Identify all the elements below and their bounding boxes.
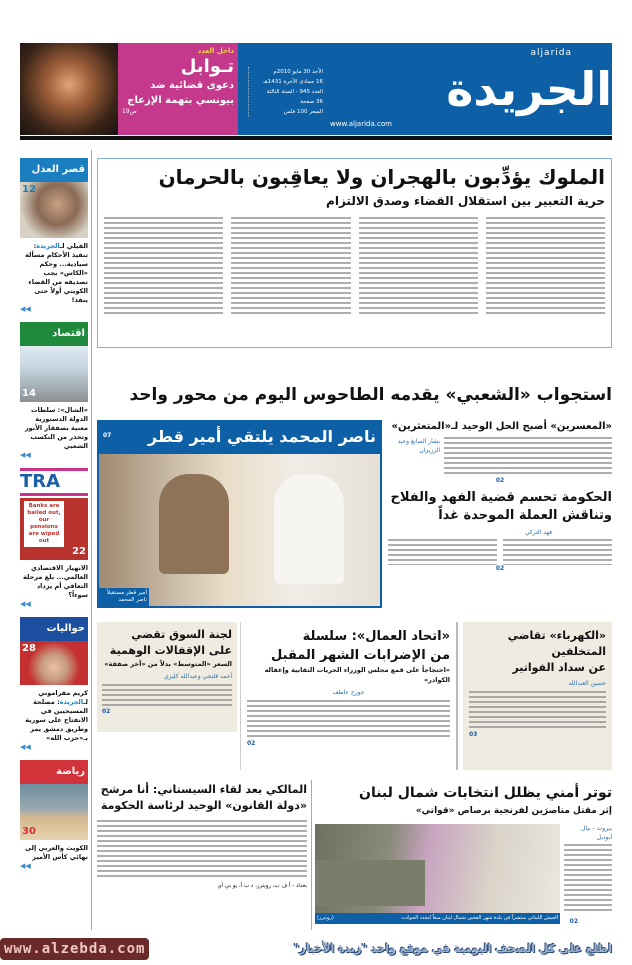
promo-kicker: داخل العدد — [197, 47, 234, 55]
promo-photo — [20, 43, 118, 135]
column-divider — [311, 780, 312, 930]
box-body — [469, 691, 606, 731]
box-body — [247, 700, 450, 740]
box-headline: «الكهرباء» تقاضي المتخلفين — [507, 629, 606, 658]
box-subhead: «احتجاجاً على قمع مجلس الوزراء الحريات النقابية وإغفاله الكوادر» — [264, 666, 450, 684]
photo-image — [99, 454, 380, 606]
story3-headline[interactable]: الحكومة تحسم قضية الفهد والفلاح — [390, 490, 612, 505]
price: السعر 100 فلس — [283, 109, 323, 115]
section-photo — [20, 784, 88, 840]
story2-body — [444, 437, 612, 477]
lebanon-page[interactable]: 02 — [569, 918, 578, 925]
photo-caption: أمير قطر مستقبلاً ناصر المحمد — [99, 588, 149, 606]
date-gregorian: الأحد 30 مايو 2010م — [273, 69, 323, 75]
story2-headline[interactable]: استجواب «الشعبي» يقدمه الطاحوس اليوم من محور واحد — [129, 385, 612, 405]
box-page[interactable]: 03 — [469, 731, 478, 738]
promo-panel[interactable] — [118, 43, 238, 135]
lead-headline[interactable]: الملوك يؤدِّبون بالهجران ولا يعاقِبون بالحرمان — [158, 165, 605, 189]
promo-headline-2: بيونسي بتهمة الإزعاج — [127, 95, 234, 106]
box-market[interactable] — [97, 622, 237, 732]
more-arrow-icon[interactable]: ◀◀ — [20, 862, 31, 870]
story2-byline: بشار الصايغ وعبد الرزيزان — [397, 438, 440, 454]
section-header: رياضة — [20, 760, 88, 784]
lebanon-headline: توتر أمني يظلل انتخابات شمال لبنان — [359, 785, 612, 801]
story2-page[interactable]: 02 — [495, 477, 505, 484]
section-header: قصر العدل — [20, 158, 88, 182]
section-header: حواليات — [20, 617, 88, 641]
box-body — [102, 684, 232, 708]
issue-number: العدد 945 - السنة الثالثة — [266, 89, 323, 95]
sidebar-item-sports[interactable] — [20, 760, 88, 871]
story3-body — [388, 539, 497, 565]
box-headline: لجنة السوق تقضي — [131, 628, 232, 641]
promo-section: تـوابل — [180, 56, 234, 77]
section-photo — [20, 346, 88, 402]
caption-prefix: الفيلي لـ — [59, 242, 88, 250]
date-block — [248, 67, 323, 117]
caption-brand: الجريدة — [36, 242, 60, 250]
logo: الجريدة — [446, 62, 612, 116]
photo-credit: (رويترز) — [317, 915, 334, 921]
iraq-headline: المالكي بعد لقاء السيستاني: أنا مرشح — [100, 783, 307, 796]
box-headline: «اتحاد العمال»: سلسلة — [302, 629, 450, 644]
page-count: 36 صفحة — [300, 99, 323, 105]
sidebar-item-tra[interactable] — [20, 468, 88, 609]
page-number: 14 — [22, 388, 36, 399]
section-header: اقتصاد — [20, 322, 88, 346]
caption-text: الجيش اللبناني منتشراً في بلدة شهر الفحين شمال لبنان منعاً لتجدد الحوادث — [401, 915, 558, 921]
section-caption — [20, 689, 88, 743]
story3-page[interactable]: 02 — [495, 565, 505, 572]
sidebar-divider — [91, 150, 92, 930]
photo-page: 07 — [103, 432, 112, 439]
lead-body — [104, 217, 605, 317]
more-arrow-icon[interactable]: ◀◀ — [20, 600, 31, 608]
story3-body — [503, 539, 612, 565]
promo-headline: دعوى قضائية ضد — [150, 80, 234, 91]
lead-subhead: حرية التعبير بين استقلال القضاء وصدق الالتزام — [326, 194, 605, 208]
section-photo — [20, 641, 88, 685]
date-hijri: 16 جمادى الآخرة 1431هـ — [263, 79, 323, 85]
story3-byline: فهد التركي — [524, 529, 552, 536]
promo-page: ص19 — [122, 108, 137, 115]
box-page[interactable]: 02 — [247, 740, 256, 747]
more-arrow-icon[interactable]: ◀◀ — [20, 743, 31, 751]
box-labor-union[interactable] — [240, 622, 458, 770]
caption-text: : مصلحة المسيحيين في الانفتاح على سورية وطريق دمشق يمر بـ«حزب الله» — [25, 698, 88, 742]
box-headline-2: من الإضرابات الشهر المقبل — [271, 648, 450, 663]
iraq-body — [97, 820, 307, 880]
box-byline: جورج عاطف — [332, 689, 365, 696]
iraq-dateline: بغداد - أ ف ب، رويترز، د ب أ، يو بي آي — [217, 883, 307, 889]
lebanon-body — [564, 844, 612, 914]
more-arrow-icon[interactable]: ◀◀ — [20, 451, 31, 459]
box-headline-2: عن سداد الفواتير — [512, 661, 606, 674]
watermark-slogan: اطلع على كل الصحف اليومية في موقع واحد "زبدة الأخبار" — [293, 942, 612, 955]
lebanon-caption — [315, 913, 560, 924]
section-caption: الكويت والعربي إلى نهائي كأس الأمير — [24, 844, 88, 861]
iraq-headline-2: «دولة القانون» الوحيد لرئاسة الحكومة — [100, 799, 307, 812]
more-arrow-icon[interactable]: ◀◀ — [20, 305, 31, 313]
box-electricity[interactable] — [463, 622, 612, 770]
iraq-story[interactable] — [97, 782, 307, 890]
sidebar-item-economy[interactable] — [20, 322, 88, 460]
lebanon-story[interactable] — [315, 782, 612, 934]
section-caption — [20, 242, 88, 305]
caption-text: : تنفيذ الأحكام مسألة سيادية... وحكم «الكاس» يجب تصديقه من القضاء الكويتي أولاً حتى ينفذ! — [25, 242, 88, 304]
box-page[interactable]: 02 — [102, 708, 111, 715]
page-number: 12 — [22, 184, 36, 195]
photo-feature[interactable] — [97, 420, 382, 608]
section-header: TRA — [20, 471, 61, 492]
lebanon-photo — [315, 824, 560, 924]
section-photo — [20, 498, 88, 560]
box-byline: حسين العبدالله — [568, 680, 606, 687]
sidebar-item-interviews[interactable] — [20, 617, 88, 752]
story2-block[interactable] — [388, 420, 612, 573]
section-caption: الانهيار الاقتصادي العالمي... بلغ مرحلة التعافي أم يزداد سوءاً؟ — [23, 564, 88, 599]
section-photo — [20, 182, 88, 238]
story2-subhead: «المعسرين» أصبح الحل الوحيد لـ«المتعثرين» — [391, 421, 612, 432]
sidebar-item-justice[interactable] — [20, 158, 88, 314]
page-number: 22 — [72, 546, 86, 557]
website-url[interactable]: www.aljarida.com — [330, 120, 392, 128]
box-subhead: السعر «المتوسط» بدلاً من «آخر صفقة» — [104, 660, 232, 668]
page-number: 28 — [22, 643, 36, 654]
masthead-rule — [20, 136, 612, 140]
lead-story[interactable] — [97, 158, 612, 348]
box-byline: أحمد قلنجي وعبدالله كليزي — [163, 673, 232, 680]
box-headline-2: على الإقفالات الوهمية — [109, 644, 232, 657]
caption-brand: الجريدة — [59, 698, 84, 706]
masthead — [20, 43, 612, 135]
logo-en: aljarida — [530, 48, 572, 58]
story3-headline-2[interactable]: وتناقش العملة الموحدة غداً — [438, 508, 612, 523]
section-caption: «الشال»: سلطات الدولة الدستورية معنية بصفقار الأبور وتحذر من التكسب الشعبي — [24, 406, 88, 450]
caption-prefix: كريم مقراموني لـ — [38, 689, 88, 706]
watermark-site[interactable]: www.alzebda.com — [0, 938, 149, 960]
sidebar — [20, 158, 88, 871]
protest-sign-text: Banks are bailed out, our pensions are wiped out — [24, 501, 64, 547]
section-rule — [20, 493, 88, 496]
photo-title: ناصر المحمد يلتقي أمير قطر — [147, 427, 376, 446]
lebanon-byline: بيروت - نيال أبوديل — [581, 825, 612, 841]
page-number: 30 — [22, 826, 36, 837]
lebanon-subhead: إثر مقتل مناصرَين لفرنجية برصاص «قواتي» — [415, 806, 612, 816]
